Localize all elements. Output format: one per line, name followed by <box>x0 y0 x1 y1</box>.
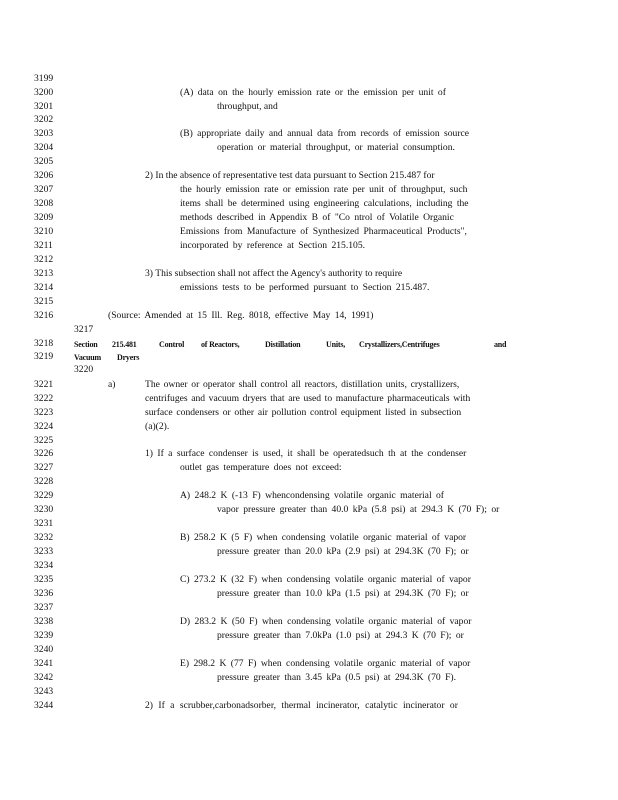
line-number: 3203 <box>34 128 54 139</box>
section-heading-label: Section <box>74 340 98 349</box>
subsection-marker: a) <box>108 379 116 390</box>
line-number: 3219 <box>34 351 54 362</box>
section-heading-word: Units, <box>326 340 346 349</box>
text-line: 2) If a scrubber,carbonadsorber, thermal incinerator, catalytic incinerator or <box>145 700 458 711</box>
line-number: 3221 <box>34 379 54 390</box>
text-line: surface condensers or other air pollution control equipment listed in subsection <box>145 407 462 418</box>
text-line: C) 273.2 K (32 F) when condensing volatile organic material of vapor <box>180 574 471 585</box>
line-number: 3214 <box>34 282 54 293</box>
text-line: pressure greater than 20.0 kPa (2.9 psi) at 294.3K (70 F); or <box>217 546 469 557</box>
line-number: 3206 <box>34 170 54 181</box>
line-number: 3207 <box>34 184 54 195</box>
text-line: items shall be determined using engineering calculations, including the <box>180 198 469 209</box>
line-number: 3242 <box>34 672 54 683</box>
text-line: methods described in Appendix B of "Co ntrol of Volatile Organic <box>180 212 454 223</box>
line-number: 3213 <box>34 268 54 279</box>
text-line: pressure greater than 10.0 kPa (1.5 psi) at 294.3K (70 F); or <box>217 588 469 599</box>
source-note: (Source: Amended at 15 Ill. Reg. 8018, effective May 14, 1991) <box>108 310 374 321</box>
text-line: 3) This subsection shall not affect the Agency's authority to require <box>145 268 403 279</box>
line-number: 3201 <box>34 101 54 112</box>
text-line: A) 248.2 K (-13 F) whencondensing volatile organic material of <box>180 490 444 501</box>
line-number: 3211 <box>34 240 53 251</box>
line-number: 3200 <box>34 87 54 98</box>
text-line: E) 298.2 K (77 F) when condensing volatile organic material of vapor <box>180 658 471 669</box>
line-number: 3212 <box>34 254 54 265</box>
line-number: 3241 <box>34 658 54 669</box>
line-number: 3222 <box>34 393 54 404</box>
section-heading-word: Control <box>159 340 185 349</box>
line-number: 3202 <box>34 114 54 125</box>
text-line: operation or material throughput, or material consumption. <box>217 142 455 153</box>
line-number: 3199 <box>34 73 54 84</box>
line-number: 3210 <box>34 226 54 237</box>
line-number: 3216 <box>34 310 54 321</box>
text-line: vapor pressure greater than 40.0 kPa (5.8 psi) at 294.3 K (70 F); or <box>217 504 500 515</box>
line-number: 3244 <box>34 700 54 711</box>
line-number: 3223 <box>34 407 54 418</box>
text-line: (a)(2). <box>145 421 170 432</box>
text-line: pressure greater than 3.45 kPa (0.5 psi) at 294.3K (70 F). <box>217 672 457 683</box>
line-number: 3238 <box>34 616 54 627</box>
line-number: 3225 <box>34 435 54 446</box>
text-line: (A) data on the hourly emission rate or the emission per unit of <box>180 87 446 98</box>
line-number: 3235 <box>34 574 54 585</box>
text-line: the hourly emission rate or emission rate per unit of throughput, such <box>180 184 468 195</box>
line-number: 3232 <box>34 532 54 543</box>
line-number: 3233 <box>34 546 54 557</box>
line-number: 3220 <box>74 364 94 375</box>
line-number: 3234 <box>34 560 54 571</box>
line-number: 3215 <box>34 296 54 307</box>
line-number: 3230 <box>34 504 54 515</box>
text-line: incorporated by reference at Section 215.105. <box>180 240 366 251</box>
section-heading-word: Crystallizers,Centrifuges <box>359 340 440 349</box>
text-line: centrifuges and vacuum dryers that are used to manufacture pharmaceuticals with <box>145 393 471 404</box>
text-line: throughput, and <box>217 101 278 112</box>
section-heading-word: Dryers <box>117 353 140 362</box>
line-number: 3231 <box>34 518 54 529</box>
line-number: 3218 <box>34 338 54 349</box>
text-line: emissions tests to be performed pursuant to Section 215.487. <box>180 282 430 293</box>
line-number: 3239 <box>34 630 54 641</box>
line-number: 3236 <box>34 588 54 599</box>
line-number: 3243 <box>34 686 54 697</box>
text-line: pressure greater than 7.0kPa (1.0 psi) at 294.3 K (70 F); or <box>217 630 464 641</box>
text-line: 1) If a surface condenser is used, it shall be operatedsuch th at the condenser <box>145 448 467 459</box>
line-number: 3209 <box>34 212 54 223</box>
line-number: 3240 <box>34 644 54 655</box>
line-number: 3237 <box>34 602 54 613</box>
line-number: 3205 <box>34 156 54 167</box>
text-line: Emissions from Manufacture of Synthesized Pharmaceutical Products", <box>180 226 467 237</box>
line-number: 3227 <box>34 462 54 473</box>
text-line: B) 258.2 K (5 F) when condensing volatile organic material of vapor <box>180 532 467 543</box>
section-heading-word: of Reactors, <box>201 340 240 349</box>
section-heading-word: Vacuum <box>74 353 101 362</box>
text-line: D) 283.2 K (50 F) when condensing volatile organic material of vapor <box>180 616 472 627</box>
line-number: 3228 <box>34 476 54 487</box>
text-line: 2) In the absence of representative test data pursuant to Section 215.487 for <box>145 170 435 181</box>
line-number: 3208 <box>34 198 54 209</box>
section-heading-word: and <box>494 340 507 349</box>
text-line: outlet gas temperature does not exceed: <box>180 462 342 473</box>
section-heading-number: 215.481 <box>112 340 137 349</box>
text-line: (B) appropriate daily and annual data from records of emission source <box>180 128 470 139</box>
section-heading-word: Distillation <box>265 340 301 349</box>
line-number: 3224 <box>34 421 54 432</box>
text-line: The owner or operator shall control all reactors, distillation units, crystallizers, <box>145 379 460 390</box>
line-number: 3229 <box>34 490 54 501</box>
line-number: 3204 <box>34 142 54 153</box>
line-number: 3226 <box>34 448 54 459</box>
line-number: 3217 <box>74 324 94 335</box>
